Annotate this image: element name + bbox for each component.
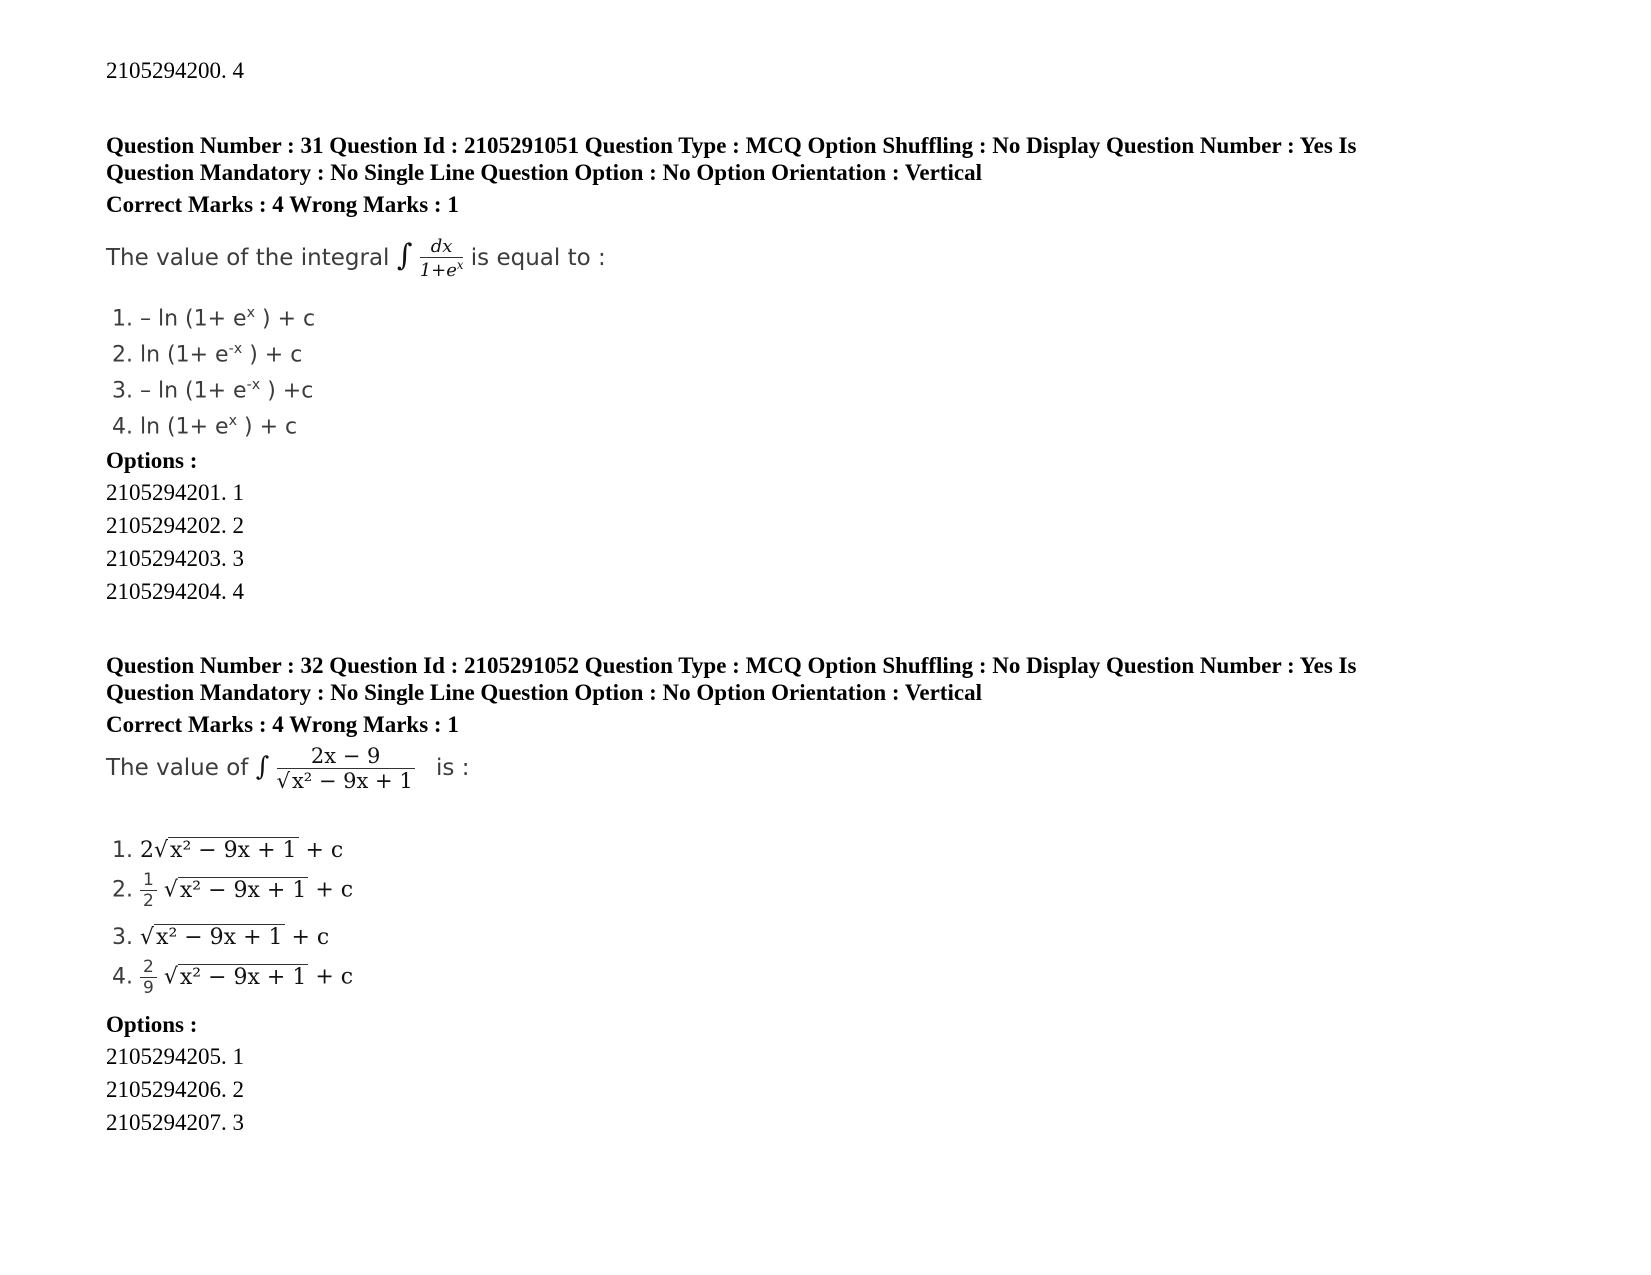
integral-sign: ∫ bbox=[396, 238, 413, 273]
q31-a4-post: ) + c bbox=[244, 414, 298, 440]
q32-a1-math bbox=[140, 837, 343, 863]
radical-sign: √ bbox=[163, 964, 178, 990]
q31-option-2: 2105294202. 2 bbox=[106, 513, 244, 538]
q32-a3-math bbox=[140, 924, 329, 950]
q31-meta-line1: Question Number : 31 Question Id : 2105291051 Question Type : MCQ Option Shuffling : No Display Question Number : Yes Is bbox=[106, 133, 1357, 158]
q32-a2-coef-den: 2 bbox=[143, 891, 154, 911]
q32-a1-radicand: x² − 9x + 1 bbox=[170, 838, 297, 863]
q32-a4-tail: + c bbox=[315, 964, 354, 990]
q31-option-1: 2105294201. 1 bbox=[106, 480, 244, 505]
q31-answer-4 bbox=[112, 413, 297, 439]
q32-a2-coef bbox=[140, 870, 157, 911]
q32-a4-coef-den: 9 bbox=[143, 978, 154, 998]
q32-a3-num: 3. bbox=[112, 925, 133, 950]
q32-frac-den bbox=[277, 769, 415, 793]
q32-answer-1 bbox=[112, 838, 343, 863]
q31-stem-suffix: is equal to : bbox=[470, 245, 606, 271]
q31-a2-post: ) + c bbox=[249, 342, 303, 368]
q31-answer-2 bbox=[112, 341, 302, 367]
radical-sign: √ bbox=[163, 877, 178, 903]
q32-answer-2 bbox=[112, 870, 353, 911]
q31-option-4: 2105294204. 4 bbox=[106, 579, 244, 604]
q32-a2-coef-num: 1 bbox=[140, 870, 157, 891]
option-line: 2105294200. 4 bbox=[106, 58, 244, 83]
q32-meta-line1: Question Number : 32 Question Id : 2105291052 Question Type : MCQ Option Shuffling : No Display Question Number : Yes Is bbox=[106, 653, 1357, 678]
q31-answer-3 bbox=[112, 377, 313, 403]
q32-a2-tail: + c bbox=[315, 877, 354, 903]
q32-a1-coef: 2 bbox=[140, 838, 154, 863]
q31-frac-den bbox=[420, 258, 464, 281]
q32-frac-den-radicand: x² − 9x + 1 bbox=[291, 769, 413, 793]
q31-fraction bbox=[420, 236, 464, 281]
q32-answer-4 bbox=[112, 957, 353, 998]
q32-a4-coef bbox=[140, 957, 157, 998]
q31-frac-num: dx bbox=[420, 236, 464, 258]
q31-answer-1 bbox=[112, 305, 315, 331]
q31-stem bbox=[106, 236, 606, 281]
q32-a4-coef-num: 2 bbox=[140, 957, 157, 978]
q31-a2-sup: -x bbox=[228, 341, 243, 357]
q31-a4-pre: 4. ln (1+ e bbox=[112, 414, 229, 440]
q32-a2-math bbox=[164, 877, 353, 903]
q31-a1-sup: x bbox=[246, 305, 256, 321]
q32-a2-num: 2. bbox=[112, 877, 133, 903]
q32-meta-line2: Question Mandatory : No Single Line Question Option : No Option Orientation : Vertical bbox=[106, 680, 982, 705]
q32-a2-radicand: x² − 9x + 1 bbox=[179, 877, 307, 903]
q32-a1-tail: + c bbox=[305, 838, 344, 863]
q31-a3-pre: 3. – ln (1+ e bbox=[112, 378, 247, 404]
q31-stem-prefix: The value of the integral bbox=[106, 245, 390, 271]
q32-a4-math bbox=[164, 964, 353, 990]
q32-fraction bbox=[277, 744, 415, 793]
q31-frac-den-base: 1+e bbox=[419, 260, 457, 281]
q31-options-label: Options : bbox=[106, 448, 198, 473]
q31-a4-sup: x bbox=[228, 413, 238, 429]
q31-a3-post: ) +c bbox=[267, 378, 314, 404]
q31-a1-pre: 1. – ln (1+ e bbox=[112, 306, 247, 332]
radical-sign: √ bbox=[276, 769, 290, 793]
q31-a1-post: ) + c bbox=[262, 306, 316, 332]
q32-a1-num: 1. bbox=[112, 838, 133, 863]
q32-a3-tail: + c bbox=[291, 925, 330, 950]
q32-a4-radicand: x² − 9x + 1 bbox=[179, 964, 307, 990]
q32-marks: Correct Marks : 4 Wrong Marks : 1 bbox=[106, 712, 459, 737]
radical-sign: √ bbox=[140, 925, 155, 950]
q32-option-2: 2105294206. 2 bbox=[106, 1077, 244, 1102]
q32-answer-3 bbox=[112, 925, 329, 950]
q32-stem-prefix: The value of bbox=[106, 755, 249, 781]
q31-marks: Correct Marks : 4 Wrong Marks : 1 bbox=[106, 192, 459, 217]
q32-a4-num: 4. bbox=[112, 964, 133, 990]
integral-sign: ∫ bbox=[255, 752, 270, 782]
q31-meta-line2: Question Mandatory : No Single Line Question Option : No Option Orientation : Vertical bbox=[106, 160, 982, 185]
q31-frac-den-sup: x bbox=[456, 258, 464, 272]
q32-option-3: 2105294207. 3 bbox=[106, 1110, 244, 1135]
q32-a3-radicand: x² − 9x + 1 bbox=[156, 925, 283, 950]
q32-options-label: Options : bbox=[106, 1012, 198, 1037]
q31-option-3: 2105294203. 3 bbox=[106, 546, 244, 571]
q32-stem bbox=[106, 744, 469, 793]
q32-option-1: 2105294205. 1 bbox=[106, 1044, 244, 1069]
q32-frac-num: 2x − 9 bbox=[277, 744, 415, 769]
q32-stem-suffix: is : bbox=[436, 755, 470, 781]
q31-a2-pre: 2. ln (1+ e bbox=[112, 342, 229, 368]
q31-a3-sup: -x bbox=[246, 377, 261, 393]
radical-sign: √ bbox=[154, 838, 169, 863]
